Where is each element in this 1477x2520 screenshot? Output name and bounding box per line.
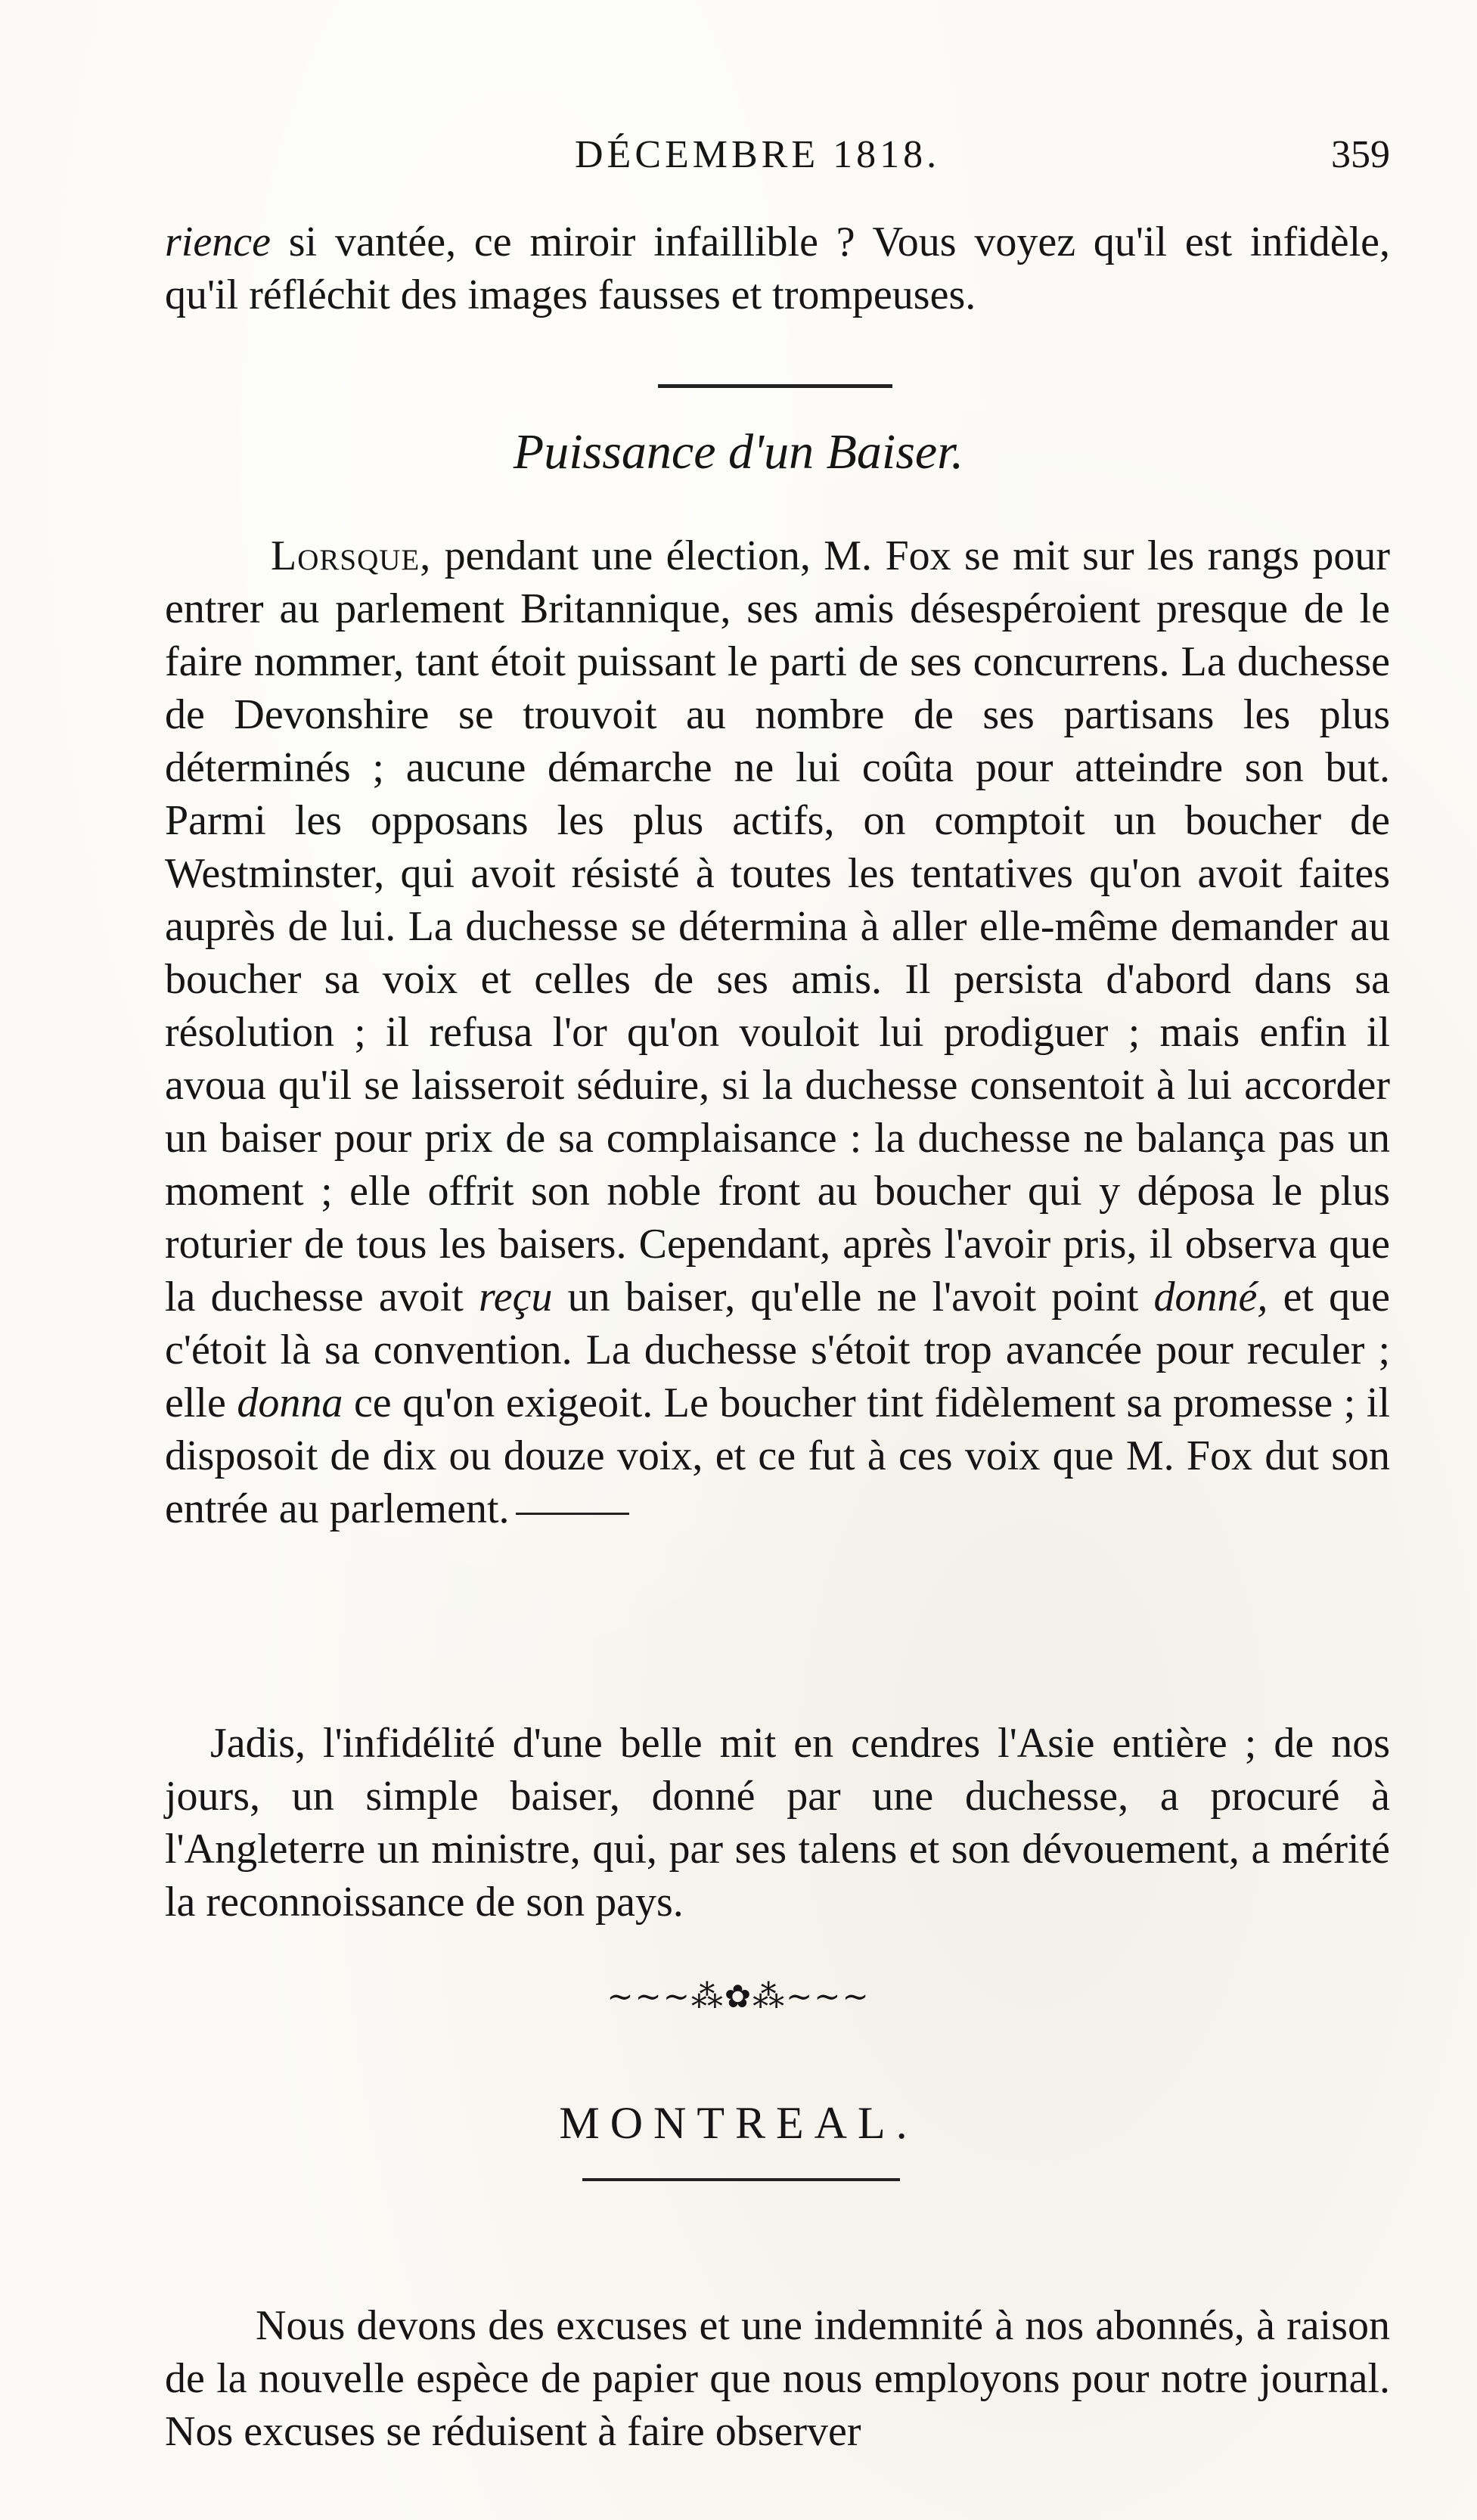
paragraph-1-part-d: ce qu'on exigeoit. Le boucher tint fidèlement sa promesse ; il disposoit de dix ou douze voix, et ce fut à ces voix que M. Fox dut son entrée au parlement. bbox=[165, 1379, 1391, 1532]
intro-text bbox=[165, 216, 1390, 321]
paragraph-1-part-c: et que c'étoit là sa convention. La duchesse s'étoit trop avancée pour reculer ; elle bbox=[165, 1274, 1390, 1426]
emphasis-donna: donna bbox=[237, 1379, 343, 1426]
paragraph-2: Jadis, l'infidélité d'une belle mit en cendres l'Asie entière ; de nos jours, un simple baiser, donné par une duchesse, a procuré à l'Angleterre un ministre, qui, par ses talens et son dévouement, a mérité la reconnoissance de son pays. bbox=[165, 1720, 1390, 1926]
page-header bbox=[0, 132, 1477, 200]
intro-paragraph bbox=[165, 216, 1390, 321]
paragraph-1 bbox=[165, 529, 1390, 1535]
closing-dash bbox=[516, 1513, 629, 1515]
section-paragraph bbox=[165, 2299, 1390, 2458]
title-rule bbox=[658, 384, 892, 388]
article-paragraph-2 bbox=[165, 1717, 1390, 1929]
section-paragraph-text: Nous devons des excuses et une indemnité à nos abonnés, à raison de la nouvelle espèce de papier que nous employons pour notre journal. Nos excuses se réduisent à faire observer bbox=[165, 2302, 1390, 2455]
running-head: DÉCEMBRE 1818. bbox=[575, 133, 941, 176]
opening-word: Lorsque, bbox=[271, 532, 432, 579]
intro-body: si vantée, ce miroir infaillible ? Vous voyez qu'il est infidèle, qu'il réfléchit des images fausses et trompeuses. bbox=[165, 219, 1390, 318]
page-number: 359 bbox=[1331, 133, 1390, 176]
ornament-divider: ~~~⁂✿⁂~~~ bbox=[607, 1978, 870, 2015]
emphasis-recu: reçu bbox=[479, 1274, 553, 1321]
article-title: Puissance d'un Baiser. bbox=[513, 424, 964, 479]
emphasis-donne: donné, bbox=[1153, 1274, 1268, 1321]
section-rule bbox=[582, 2178, 900, 2181]
section-heading: MONTREAL. bbox=[559, 2098, 918, 2148]
paragraph-1-part-b: un baiser, qu'elle ne l'avoit point bbox=[552, 1274, 1154, 1321]
article-paragraph-1 bbox=[165, 529, 1390, 1535]
intro-lead-word: rience bbox=[165, 219, 271, 265]
paragraph-1-part-a: pendant une élection, M. Fox se mit sur les rangs pour entrer au parlement Britannique, ses amis désespéroient presque de le faire nommer, tant étoit puissant le parti de ses concurrens. La duchesse de Devonshire se trouvoit au nombre de ses partisans les plus déterminés ; aucune démarche ne lui coûta pour atteindre son but. Parmi les opposans les plus actifs, on comptoit un boucher de Westminster, qui avoit résisté à toutes les tentatives qu'on avoit faites auprès de lui. La duchesse se détermina à aller elle-même demander au boucher sa voix et celles de ses amis. Il persista d'abord dans sa résolution ; il refusa l'or qu'on vouloit lui prodiguer ; mais enfin il avoua qu'il se laisseroit séduire, si la duchesse consentoit à lui accorder un baiser pour prix de sa complaisance : la duchesse ne balança pas un moment ; elle offrit son noble front au boucher qui y déposa le plus roturier de tous les baisers. Cependant, après l'avoir pris, il observa que la duchesse avoit bbox=[165, 532, 1390, 1321]
